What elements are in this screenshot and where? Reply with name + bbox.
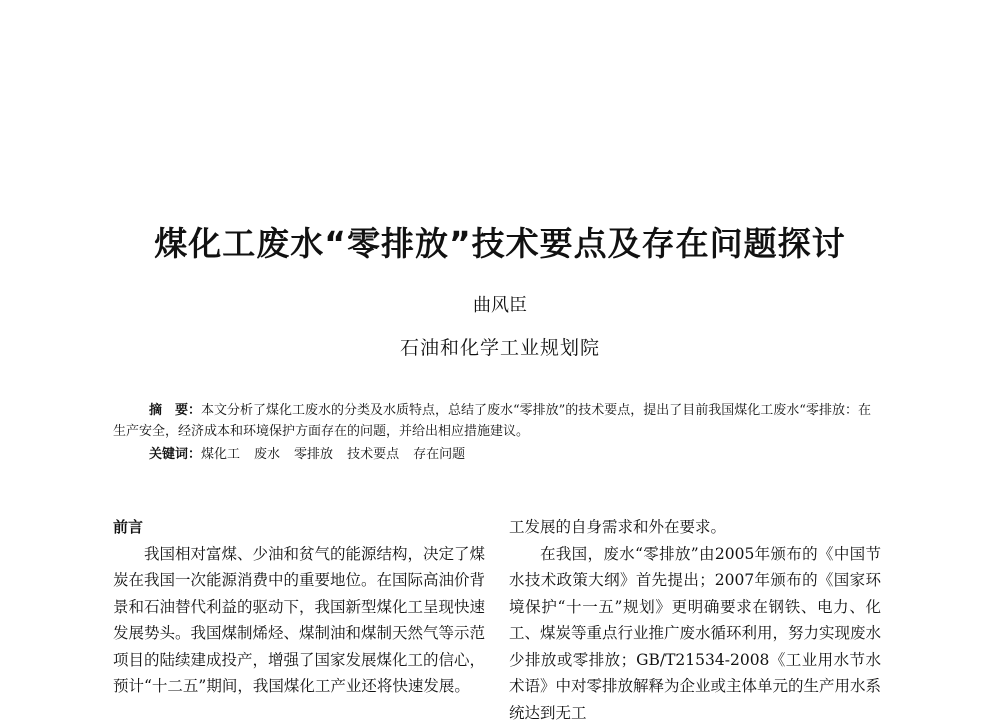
left-column <box>113 514 485 700</box>
body-paragraph: 在我国，废水“零排放”由2005年颁布的《中国节水技术政策大纲》首先提出；2007年颁布的《国家环境保护“十一五”规划》更明确要求在钢铁、电力、化工、煤炭等重点行业推广废水循环利用，努力实现废水少排放或零排放；GB/T21534-2008《工业用水节水术语》中对零排放解释为企业或主体单元的生产用水系统达到无工 <box>509 541 881 726</box>
author-affiliation: 石油和化学工业规划院 <box>0 333 1000 360</box>
keyword-item: 技术要点 <box>347 447 399 462</box>
keywords-label: 关键词： <box>149 447 201 462</box>
keywords <box>149 444 479 465</box>
section-heading: 前言 <box>113 514 485 541</box>
keyword-item: 零排放 <box>294 447 333 462</box>
keyword-item: 存在问题 <box>413 447 465 462</box>
keyword-item: 煤化工 <box>201 447 240 462</box>
abstract-text: 本文分析了煤化工废水的分类及水质特点，总结了废水“零排放”的技术要点，提出了目前我国煤化工废水“零排放：在生产安全，经济成本和环境保护方面存在的问题，并给出相应措施建议。 <box>113 403 871 439</box>
abstract <box>113 400 883 442</box>
abstract-label: 摘 要： <box>149 403 201 418</box>
body-paragraph-continuation: 工发展的自身需求和外在要求。 <box>509 514 881 541</box>
keyword-item: 废水 <box>254 447 280 462</box>
right-column <box>509 514 881 726</box>
body-paragraph: 我国相对富煤、少油和贫气的能源结构，决定了煤炭在我国一次能源消费中的重要地位。在国际高油价背景和石油替代利益的驱动下，我国新型煤化工呈现快速发展势头。我国煤制烯烃、煤制油和煤制天然气等示范项目的陆续建成投产，增强了国家发展煤化工的信心，预计“十二五”期间，我国煤化工产业还将快速发展。 <box>113 541 485 700</box>
paper-title: 煤化工废水“零排放”技术要点及存在问题探讨 <box>0 218 1000 265</box>
author-name: 曲风臣 <box>0 291 1000 317</box>
